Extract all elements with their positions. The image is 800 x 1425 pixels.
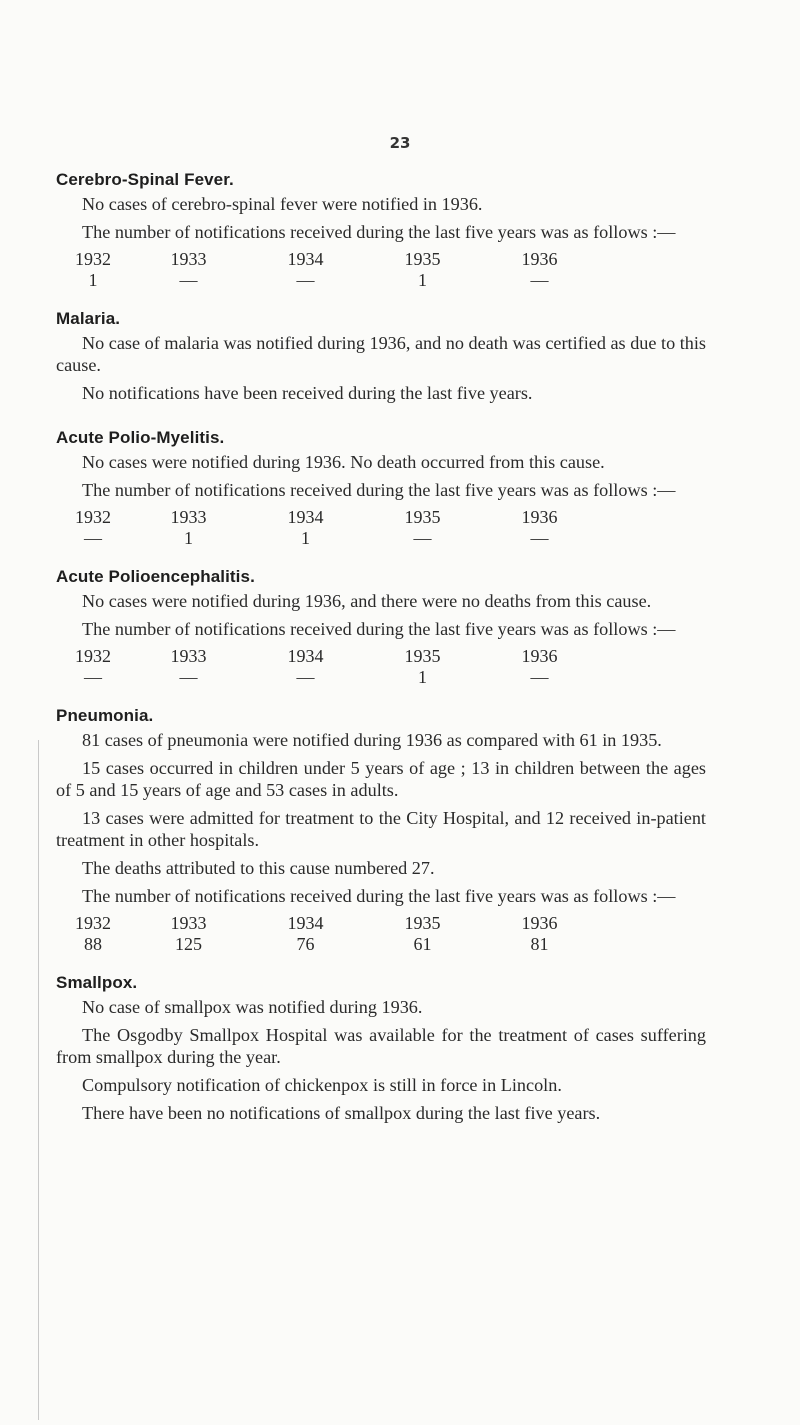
year-cell: 1932 bbox=[75, 249, 111, 269]
count-cell: — bbox=[413, 528, 432, 548]
count-cell: — bbox=[179, 270, 198, 290]
paragraph: 81 cases of pneumonia were notified during 1936 as compared with 61 in 1935. bbox=[82, 730, 662, 750]
count-cell: — bbox=[530, 528, 549, 548]
section bbox=[56, 973, 706, 1148]
section bbox=[56, 428, 706, 567]
paragraph: No cases of cerebro-spinal fever were notified in 1936. bbox=[82, 194, 483, 214]
paragraph: The number of notifications received during the last five years was as follows :— bbox=[82, 619, 676, 639]
year-cell: 1936 bbox=[521, 249, 558, 269]
year-cell: 1932 bbox=[75, 913, 111, 933]
paragraph: The deaths attributed to this cause numbered 27. bbox=[82, 858, 435, 878]
paragraph: The number of notifications received during the last five years was as follows :— bbox=[82, 480, 676, 500]
year-row bbox=[56, 507, 598, 528]
section-gap bbox=[56, 1130, 706, 1148]
year-row bbox=[56, 249, 598, 270]
count-cell: — bbox=[530, 270, 549, 290]
paragraph: There have been no notifications of smallpox during the last five years. bbox=[82, 1103, 601, 1123]
year-row bbox=[56, 646, 598, 667]
section-heading: Acute Polio-Myelitis. bbox=[56, 428, 225, 447]
year-cell: 1934 bbox=[287, 913, 324, 933]
paragraph: No case of smallpox was notified during 1936. bbox=[82, 997, 423, 1017]
count-cell: 61 bbox=[413, 934, 432, 954]
section-heading: Cerebro-Spinal Fever. bbox=[56, 170, 234, 189]
year-cell: 1933 bbox=[170, 646, 207, 666]
year-cell: 1936 bbox=[521, 507, 558, 527]
document-body bbox=[56, 170, 706, 1148]
notifications-table bbox=[56, 249, 598, 291]
count-row bbox=[56, 934, 598, 955]
year-cell: 1934 bbox=[287, 507, 324, 527]
count-cell: — bbox=[296, 667, 315, 687]
count-cell: 1 bbox=[301, 528, 310, 548]
paragraph: No case of malaria was notified during 1936, and no death was certified as due to this cause. bbox=[56, 333, 706, 375]
year-cell: 1932 bbox=[75, 507, 111, 527]
notifications-table bbox=[56, 913, 598, 955]
paragraph: No notifications have been received during the last five years. bbox=[82, 383, 533, 403]
section-gap bbox=[56, 410, 706, 428]
count-row bbox=[56, 528, 598, 549]
section-gap bbox=[56, 291, 706, 309]
count-cell: 1 bbox=[88, 270, 98, 290]
paragraph: The Osgodby Smallpox Hospital was available for the treatment of cases suffering from smallpox during the year. bbox=[56, 1025, 706, 1067]
count-cell: 76 bbox=[296, 934, 315, 954]
paragraph: The number of notifications received during the last five years was as follows :— bbox=[82, 886, 676, 906]
year-row bbox=[56, 913, 598, 934]
paragraph: 15 cases occurred in children under 5 years of age ; 13 in children between the ages of 5 and 15 years of age and 53 cases in adults. bbox=[56, 758, 706, 800]
year-cell: 1935 bbox=[404, 249, 441, 269]
section-heading: Pneumonia. bbox=[56, 706, 154, 725]
year-cell: 1934 bbox=[287, 249, 324, 269]
section bbox=[56, 309, 706, 428]
section-gap bbox=[56, 955, 706, 973]
section bbox=[56, 567, 706, 706]
year-cell: 1936 bbox=[521, 913, 558, 933]
year-cell: 1933 bbox=[170, 913, 207, 933]
count-cell: — bbox=[84, 528, 102, 548]
year-cell: 1932 bbox=[75, 646, 111, 666]
section-heading: Acute Polioencephalitis. bbox=[56, 567, 255, 586]
paragraph: No cases were notified during 1936, and there were no deaths from this cause. bbox=[82, 591, 652, 611]
year-cell: 1936 bbox=[521, 646, 558, 666]
count-cell: 1 bbox=[184, 528, 193, 548]
count-row bbox=[56, 270, 598, 291]
count-cell: — bbox=[84, 667, 102, 687]
year-cell: 1933 bbox=[170, 507, 207, 527]
count-cell: — bbox=[530, 667, 549, 687]
count-row bbox=[56, 667, 598, 688]
count-cell: 81 bbox=[530, 934, 549, 954]
count-cell: — bbox=[296, 270, 315, 290]
notifications-table bbox=[56, 507, 598, 549]
count-cell: 1 bbox=[418, 270, 427, 290]
paragraph: Compulsory notification of chickenpox is still in force in Lincoln. bbox=[82, 1075, 562, 1095]
section-heading: Malaria. bbox=[56, 309, 121, 328]
count-cell: 88 bbox=[84, 934, 102, 954]
count-cell: 125 bbox=[175, 934, 202, 954]
paragraph: The number of notifications received during the last five years was as follows :— bbox=[82, 222, 676, 242]
year-cell: 1935 bbox=[404, 507, 441, 527]
paragraph: No cases were notified during 1936. No death occurred from this cause. bbox=[82, 452, 605, 472]
page-number: 23 bbox=[389, 134, 411, 152]
section bbox=[56, 706, 706, 973]
year-cell: 1935 bbox=[404, 646, 441, 666]
section bbox=[56, 170, 706, 309]
section-heading: Smallpox. bbox=[56, 973, 138, 992]
year-cell: 1933 bbox=[170, 249, 207, 269]
count-cell: 1 bbox=[418, 667, 427, 687]
year-cell: 1934 bbox=[287, 646, 324, 666]
year-cell: 1935 bbox=[404, 913, 441, 933]
section-gap bbox=[56, 549, 706, 567]
paragraph: 13 cases were admitted for treatment to the City Hospital, and 12 received in-patient treatment in other hospitals. bbox=[56, 808, 706, 850]
margin-line bbox=[38, 740, 39, 1420]
section-gap bbox=[56, 688, 706, 706]
notifications-table bbox=[56, 646, 598, 688]
count-cell: — bbox=[179, 667, 198, 687]
